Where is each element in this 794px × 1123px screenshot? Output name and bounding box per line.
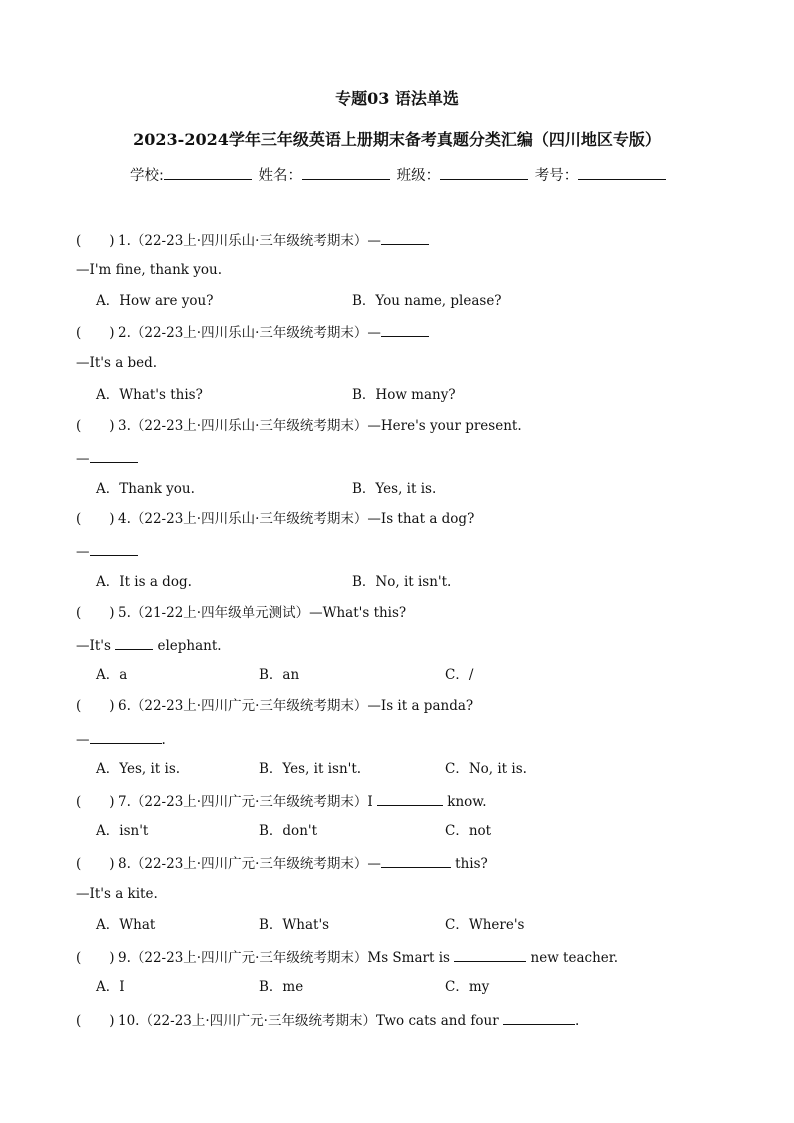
option-c[interactable]: C．not bbox=[445, 823, 492, 839]
option-c[interactable]: C．my bbox=[445, 979, 490, 995]
option-b[interactable]: B．an bbox=[259, 667, 300, 683]
answer-bracket[interactable]: ( ) bbox=[76, 511, 115, 527]
option-b[interactable]: B．Yes, it is. bbox=[352, 481, 437, 497]
question-text: 10.（22-23上·四川广元·三年级统考期末）Two cats and four bbox=[118, 1013, 503, 1029]
answer-bracket[interactable]: ( ) bbox=[76, 605, 115, 621]
question-text: 3.（22-23上·四川乐山·三年级统考期末）—Here's your present. bbox=[118, 418, 522, 434]
option-b[interactable]: B．You name, please? bbox=[352, 293, 502, 309]
answer-bracket[interactable]: ( ) bbox=[76, 856, 115, 872]
question-8-answer: —It's a kite. bbox=[76, 886, 158, 902]
blank[interactable] bbox=[503, 1010, 575, 1025]
option-a[interactable]: A．What's this? bbox=[96, 387, 203, 403]
question-text: 7.（22-23上·四川广元·三年级统考期末）I bbox=[118, 794, 378, 810]
class-label: 班级： bbox=[396, 168, 441, 184]
option-a[interactable]: A．I bbox=[96, 979, 125, 995]
question-text: 1.（22-23上·四川乐山·三年级统考期末）— bbox=[118, 233, 381, 249]
answer-bracket[interactable]: ( ) bbox=[76, 950, 115, 966]
question-7: ( ) 7.（22-23上·四川广元·三年级统考期末）I know. bbox=[76, 791, 487, 811]
question-9: ( ) 9.（22-23上·四川广元·三年级统考期末）Ms Smart is new teacher. bbox=[76, 947, 618, 967]
student-info-row bbox=[130, 164, 668, 185]
question-10: ( ) 10.（22-23上·四川广元·三年级统考期末）Two cats and four . bbox=[76, 1010, 579, 1030]
answer-bracket[interactable]: ( ) bbox=[76, 325, 115, 341]
answer-bracket[interactable]: ( ) bbox=[76, 418, 115, 434]
question-1 bbox=[76, 230, 429, 250]
answer-bracket[interactable]: ( ) bbox=[76, 1013, 115, 1029]
number-field[interactable] bbox=[578, 165, 666, 180]
number-label: 考号： bbox=[534, 168, 579, 184]
option-b[interactable]: B．don't bbox=[259, 823, 318, 839]
question-8: ( ) 8.（22-23上·四川广元·三年级统考期末）— this? bbox=[76, 853, 488, 873]
blank[interactable] bbox=[381, 853, 451, 868]
blank[interactable] bbox=[454, 947, 526, 962]
option-a[interactable]: A．a bbox=[96, 667, 128, 683]
question-text: 9.（22-23上·四川广元·三年级统考期末）Ms Smart is bbox=[118, 950, 455, 966]
option-c[interactable]: C．/ bbox=[445, 667, 474, 683]
school-field[interactable] bbox=[164, 165, 252, 180]
question-text: 6.（22-23上·四川广元·三年级统考期末）—Is it a panda? bbox=[118, 698, 474, 714]
blank[interactable] bbox=[377, 791, 443, 806]
school-label: 学校: bbox=[130, 168, 164, 184]
answer-bracket[interactable]: ( ) bbox=[76, 698, 115, 714]
question-text: 2.（22-23上·四川乐山·三年级统考期末）— bbox=[118, 325, 381, 341]
option-c[interactable]: C．No, it is. bbox=[445, 761, 527, 777]
class-field[interactable] bbox=[440, 165, 528, 180]
option-a[interactable]: A．How are you? bbox=[96, 293, 214, 309]
question-text: 8.（22-23上·四川广元·三年级统考期末）— bbox=[118, 856, 381, 872]
question-3-answer: — bbox=[76, 448, 138, 468]
option-a[interactable]: A．What bbox=[96, 917, 156, 933]
question-2 bbox=[76, 322, 429, 342]
blank[interactable] bbox=[115, 635, 153, 650]
blank[interactable] bbox=[381, 322, 429, 337]
blank[interactable] bbox=[90, 448, 138, 463]
option-b[interactable]: B．How many? bbox=[352, 387, 456, 403]
answer-bracket[interactable]: ( ) bbox=[76, 794, 115, 810]
option-a[interactable]: A．Yes, it is. bbox=[96, 761, 181, 777]
question-3 bbox=[76, 417, 522, 435]
answer-bracket[interactable]: ( ) bbox=[76, 233, 115, 249]
page-title: 专题03 语法单选 bbox=[335, 89, 459, 108]
question-text: 4.（22-23上·四川乐山·三年级统考期末）—Is that a dog? bbox=[118, 511, 475, 527]
question-5-answer: —It's elephant. bbox=[76, 635, 222, 655]
question-1-answer: —I'm fine, thank you. bbox=[76, 262, 222, 278]
question-4-answer: — bbox=[76, 541, 138, 561]
page-subtitle: 2023-2024学年三年级英语上册期末备考真题分类汇编（四川地区专版） bbox=[133, 130, 661, 149]
blank[interactable] bbox=[381, 230, 429, 245]
name-field[interactable] bbox=[302, 165, 390, 180]
question-6-answer: — . bbox=[76, 729, 166, 749]
blank[interactable] bbox=[90, 729, 162, 744]
question-2-answer: —It's a bed. bbox=[76, 355, 158, 371]
question-5 bbox=[76, 604, 406, 622]
option-b[interactable]: B．No, it isn't. bbox=[352, 574, 452, 590]
question-4 bbox=[76, 510, 474, 528]
option-b[interactable]: B．Yes, it isn't. bbox=[259, 761, 362, 777]
option-b[interactable]: B．me bbox=[259, 979, 304, 995]
option-a[interactable]: A．It is a dog. bbox=[96, 574, 192, 590]
blank[interactable] bbox=[90, 541, 138, 556]
option-a[interactable]: A．Thank you. bbox=[96, 481, 195, 497]
name-label: 姓名： bbox=[258, 168, 302, 184]
option-c[interactable]: C．Where's bbox=[445, 917, 525, 933]
option-a[interactable]: A．isn't bbox=[96, 823, 149, 839]
question-text: 5.（21-22上·四年级单元测试）—What's this? bbox=[118, 605, 407, 621]
question-6 bbox=[76, 697, 473, 715]
option-b[interactable]: B．What's bbox=[259, 917, 330, 933]
